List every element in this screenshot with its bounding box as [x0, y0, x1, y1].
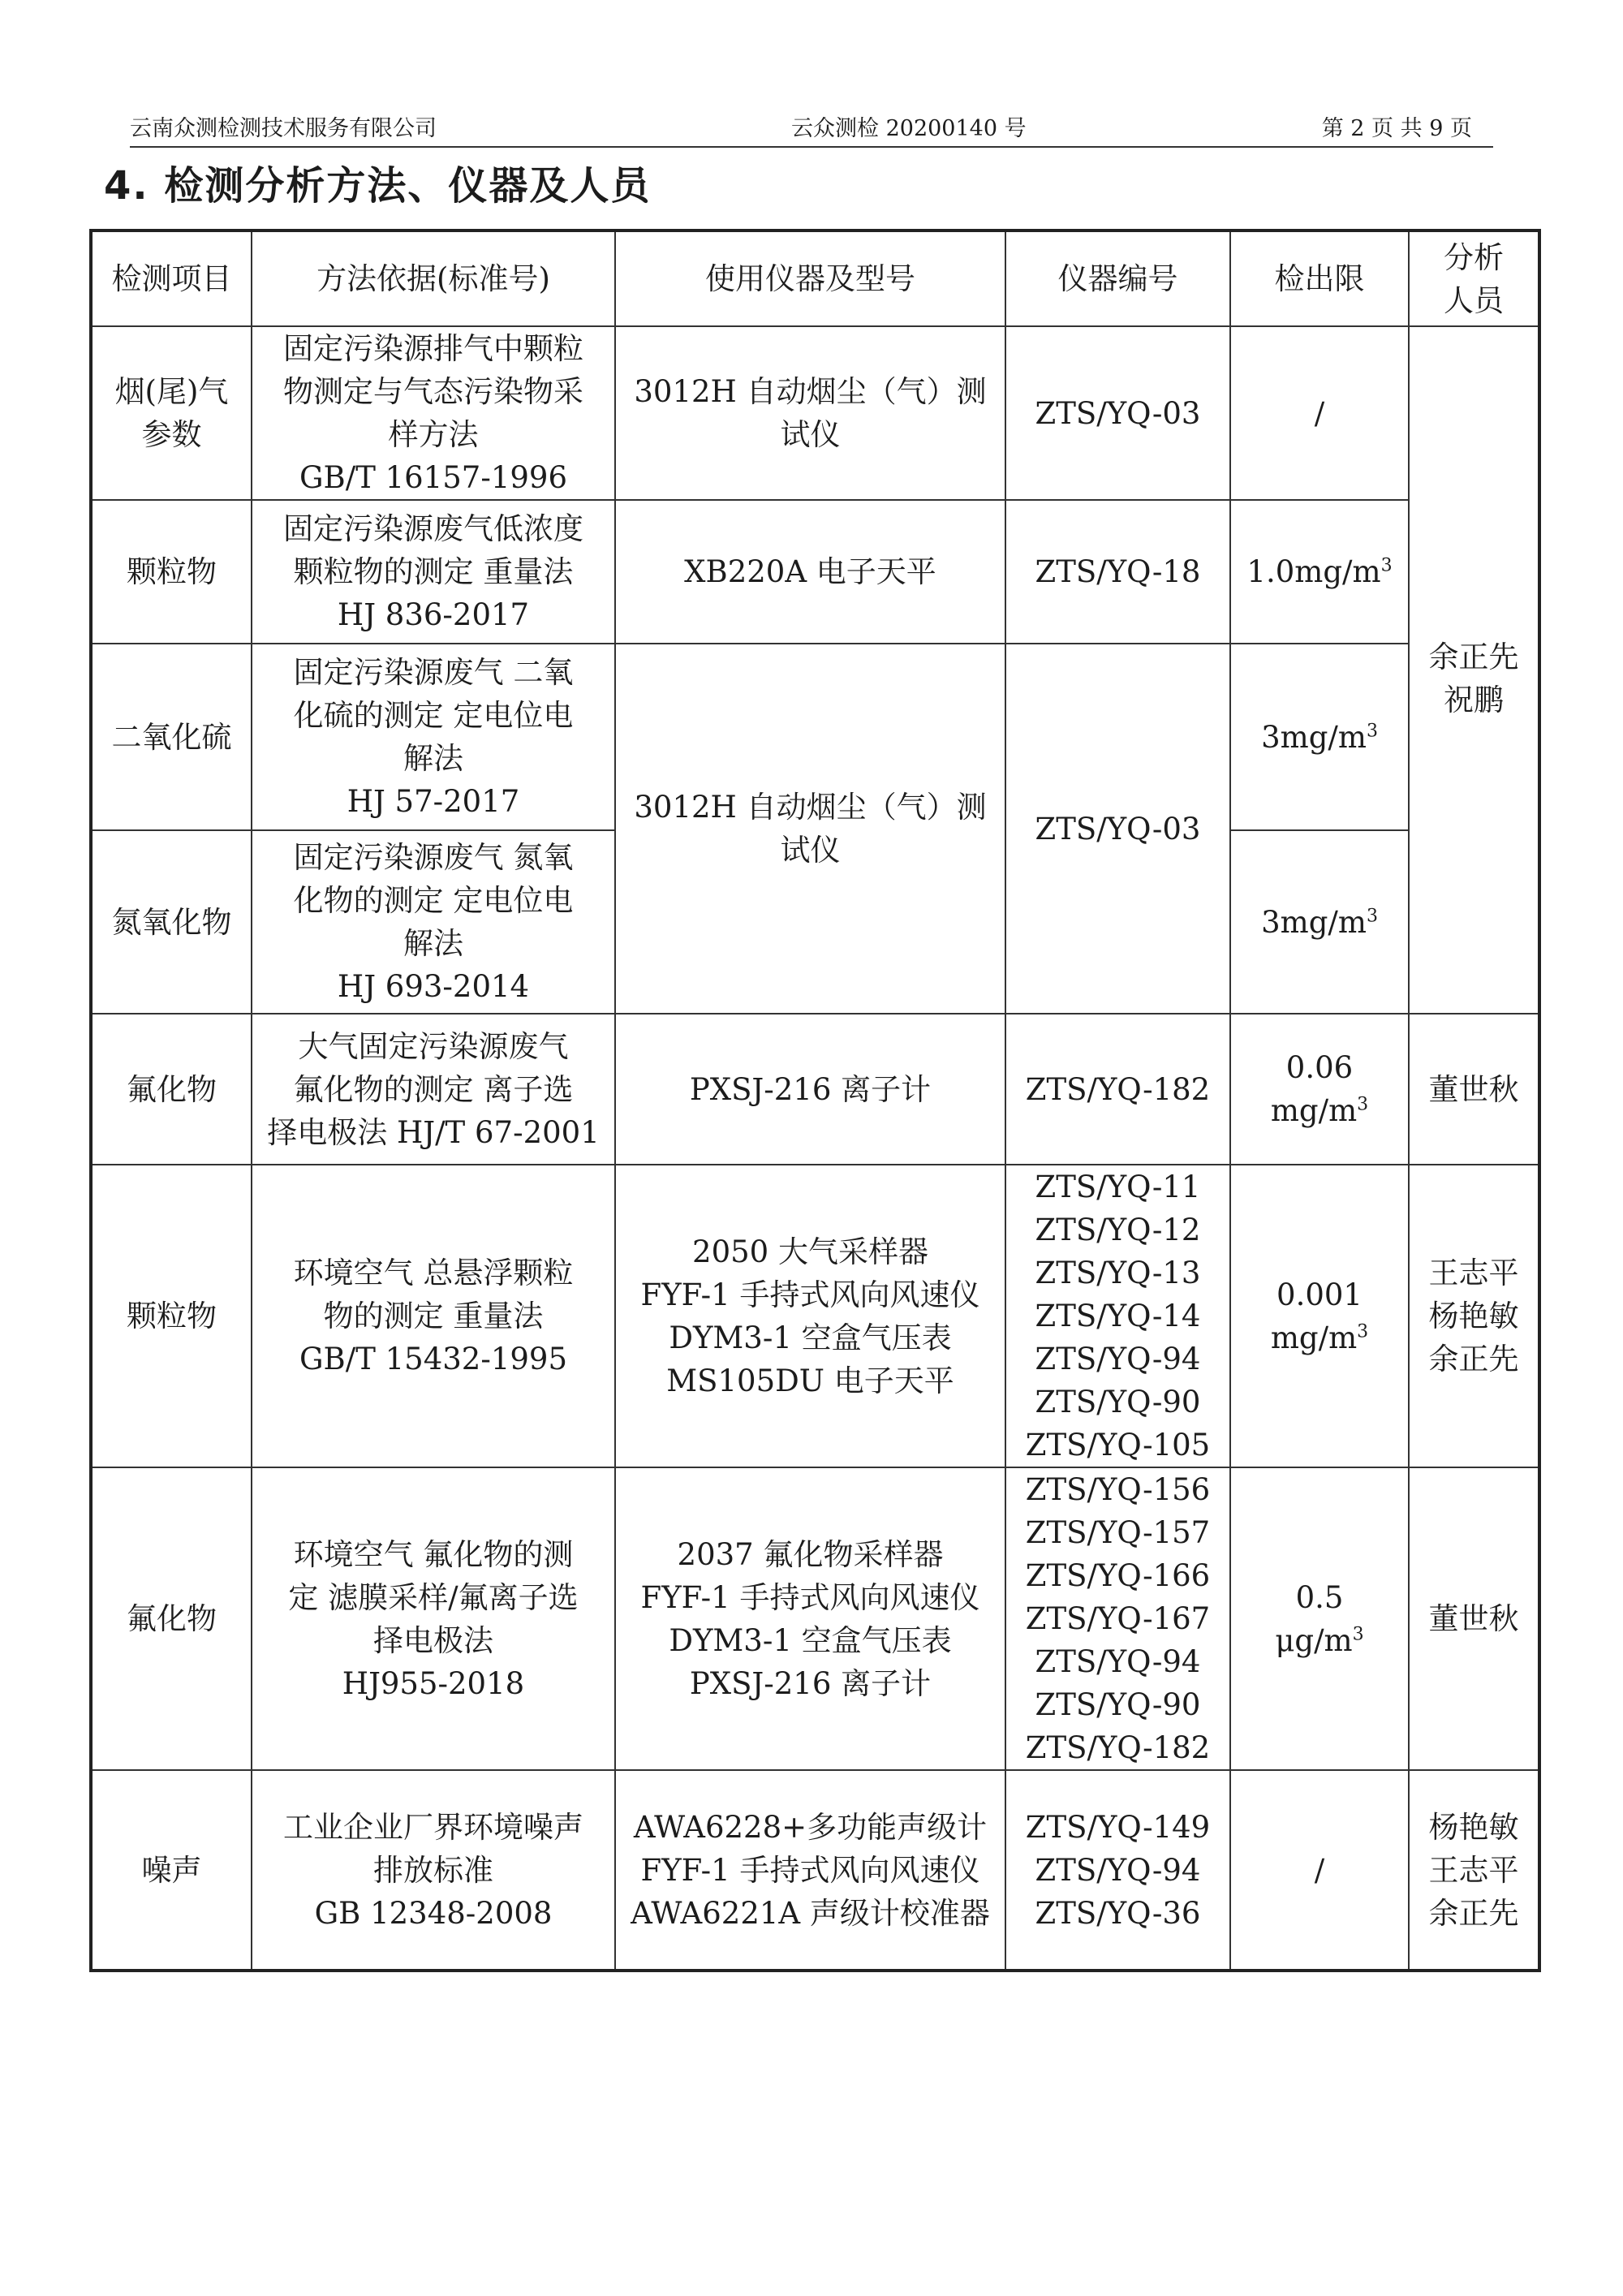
cell-limit: 0.5 $\mu g/m^3$	[1230, 1467, 1409, 1770]
cell-item: 氟化物	[91, 1467, 252, 1770]
cell-instrument: AWA6228+多功能声级计 FYF-1 手持式风向风速仪 AWA6221A 声级计校准器	[615, 1770, 1005, 1971]
col-header-instrument-no: 仪器编号	[1005, 230, 1230, 326]
page-indicator: 第 2 页 共 9 页	[1321, 116, 1472, 141]
methods-table	[89, 229, 1541, 1972]
cell-limit: 0.001 $mg/m^3$	[1230, 1165, 1409, 1467]
col-header-item: 检测项目	[91, 230, 252, 326]
page-header	[130, 106, 1493, 148]
cell-item: 氟化物	[91, 1014, 252, 1165]
col-header-method: 方法依据(标准号)	[252, 230, 615, 326]
cell-staff: 王志平 杨艳敏 余正先	[1409, 1165, 1539, 1467]
cell-method: 大气固定污染源废气 氟化物的测定 离子选 择电极法 HJ/T 67-2001	[252, 1014, 615, 1165]
table-row	[91, 326, 1539, 500]
cell-method: 环境空气 总悬浮颗粒 物的测定 重量法 GB/T 15432-1995	[252, 1165, 615, 1467]
cell-instrument: PXSJ-216 离子计	[615, 1014, 1005, 1165]
cell-item: 烟(尾)气 参数	[91, 326, 252, 500]
cell-instrument-no: ZTS/YQ-03	[1005, 644, 1230, 1014]
cell-limit: $3mg/m^3$	[1230, 644, 1409, 830]
cell-limit: /	[1230, 1770, 1409, 1971]
cell-method: 固定污染源废气低浓度 颗粒物的测定 重量法 HJ 836-2017	[252, 500, 615, 644]
cell-item: 噪声	[91, 1770, 252, 1971]
cell-instrument-no: ZTS/YQ-156 ZTS/YQ-157 ZTS/YQ-166 ZTS/YQ-167 ZTS/YQ-94 ZTS/YQ-90 ZTS/YQ-182	[1005, 1467, 1230, 1770]
table-row	[91, 1014, 1539, 1165]
cell-instrument: XB220A 电子天平	[615, 500, 1005, 644]
cell-item: 颗粒物	[91, 500, 252, 644]
cell-staff: 董世秋	[1409, 1014, 1539, 1165]
cell-item: 氮氧化物	[91, 830, 252, 1014]
cell-instrument-no: ZTS/YQ-03	[1005, 326, 1230, 500]
table-row	[91, 1770, 1539, 1971]
cell-method: 工业企业厂界环境噪声 排放标准 GB 12348-2008	[252, 1770, 615, 1971]
cell-limit: $3mg/m^3$	[1230, 830, 1409, 1014]
cell-instrument: 3012H 自动烟尘（气）测 试仪	[615, 326, 1005, 500]
cell-instrument: 3012H 自动烟尘（气）测 试仪	[615, 644, 1005, 1014]
col-header-instrument: 使用仪器及型号	[615, 230, 1005, 326]
cell-method: 固定污染源废气 二氧 化硫的测定 定电位电 解法 HJ 57-2017	[252, 644, 615, 830]
cell-instrument-no: ZTS/YQ-182	[1005, 1014, 1230, 1165]
table-row	[91, 1467, 1539, 1770]
table-row	[91, 644, 1539, 830]
cell-limit: $1.0mg/m^3$	[1230, 500, 1409, 644]
cell-instrument: 2050 大气采样器 FYF-1 手持式风向风速仪 DYM3-1 空盒气压表 MS105DU 电子天平	[615, 1165, 1005, 1467]
col-header-limit: 检出限	[1230, 230, 1409, 326]
section-title: 4. 检测分析方法、仪器及人员	[104, 163, 652, 209]
col-header-staff: 分析 人员	[1409, 230, 1539, 326]
table-row	[91, 1165, 1539, 1467]
cell-staff: 余正先 祝鹏	[1409, 326, 1539, 1014]
table-header-row	[91, 230, 1539, 326]
cell-limit: /	[1230, 326, 1409, 500]
cell-instrument-no: ZTS/YQ-11 ZTS/YQ-12 ZTS/YQ-13 ZTS/YQ-14 ZTS/YQ-94 ZTS/YQ-90 ZTS/YQ-105	[1005, 1165, 1230, 1467]
cell-item: 二氧化硫	[91, 644, 252, 830]
report-number: 云众测检 20200140 号	[791, 116, 1027, 141]
cell-method: 固定污染源排气中颗粒 物测定与气态污染物采 样方法 GB/T 16157-1996	[252, 326, 615, 500]
cell-staff: 董世秋	[1409, 1467, 1539, 1770]
cell-instrument-no: ZTS/YQ-149 ZTS/YQ-94 ZTS/YQ-36	[1005, 1770, 1230, 1971]
cell-instrument: 2037 氟化物采样器 FYF-1 手持式风向风速仪 DYM3-1 空盒气压表 PXSJ-216 离子计	[615, 1467, 1005, 1770]
company-name: 云南众测检测技术服务有限公司	[130, 116, 437, 141]
cell-instrument-no: ZTS/YQ-18	[1005, 500, 1230, 644]
cell-item: 颗粒物	[91, 1165, 252, 1467]
cell-method: 固定污染源废气 氮氧 化物的测定 定电位电 解法 HJ 693-2014	[252, 830, 615, 1014]
cell-method: 环境空气 氟化物的测 定 滤膜采样/氟离子选 择电极法 HJ955-2018	[252, 1467, 615, 1770]
table-row	[91, 500, 1539, 644]
cell-staff: 杨艳敏 王志平 余正先	[1409, 1770, 1539, 1971]
cell-limit: 0.06 $mg/m^3$	[1230, 1014, 1409, 1165]
